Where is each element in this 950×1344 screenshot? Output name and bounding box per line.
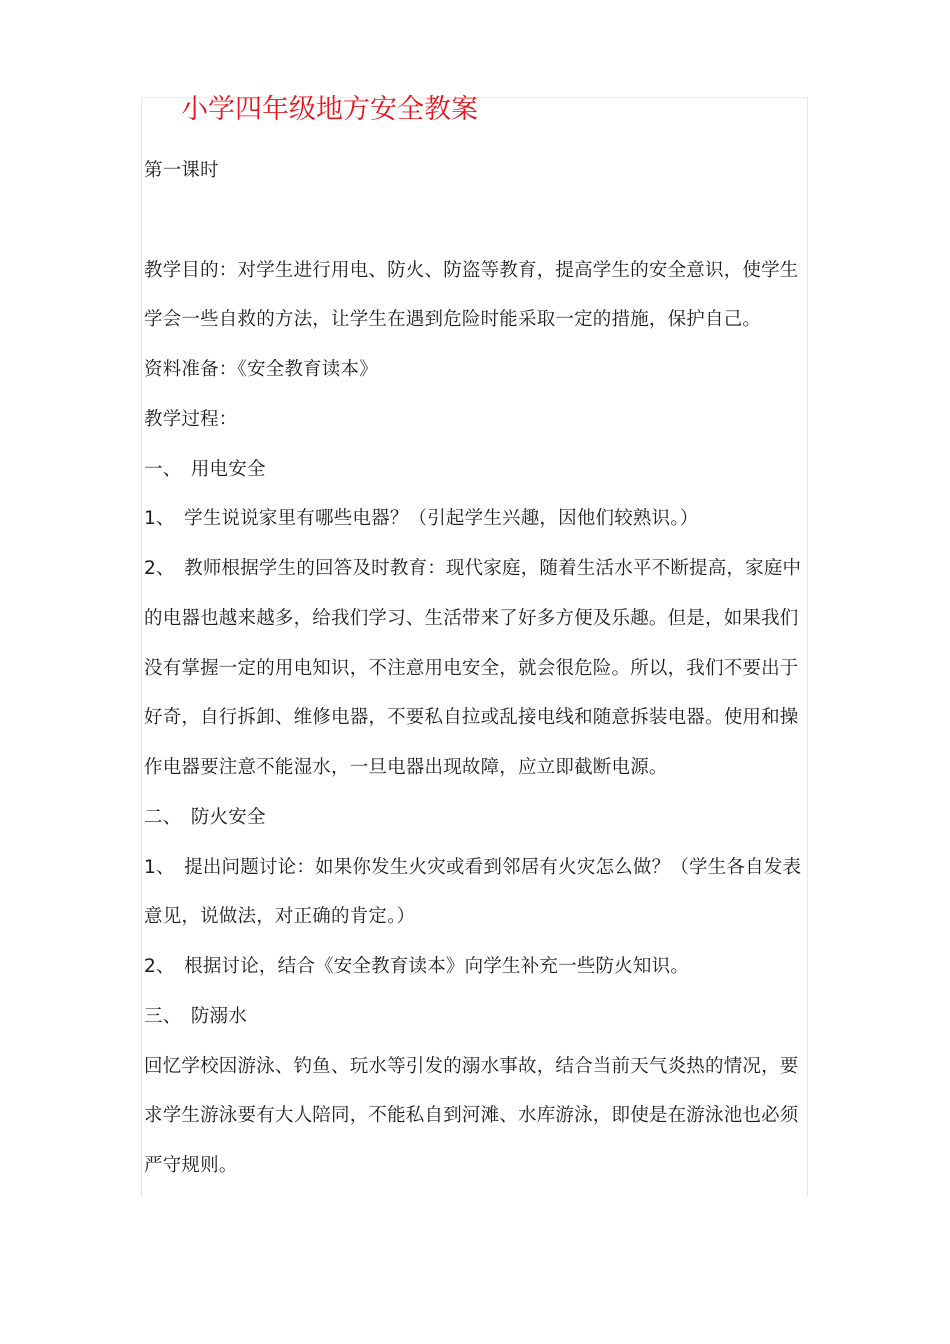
paragraph-line: 好奇，自行拆卸、维修电器，不要私自拉或乱接电线和随意拆装电器。使用和操	[144, 707, 799, 728]
paragraph-line: 作电器要注意不能湿水，一旦电器出现故障，应立即截断电源。	[144, 757, 668, 778]
paragraph-line: 资料准备：《安全教育读本》	[144, 359, 378, 380]
paragraph-line: 2、 教师根据学生的回答及时教育：现代家庭，随着生活水平不断提高，家庭中	[144, 558, 802, 579]
paragraph-line: 2、 根据讨论，结合《安全教育读本》向学生补充一些防火知识。	[144, 956, 690, 977]
section-heading: 二、 防火安全	[144, 807, 266, 828]
paragraph-line: 教学过程：	[144, 409, 238, 430]
paragraph-line: 严守规则。	[144, 1155, 238, 1176]
paragraph-line: 意见，说做法，对正确的肯定。）	[144, 906, 416, 927]
paragraph-line: 教学目的：对学生进行用电、防火、防盗等教育，提高学生的安全意识，使学生	[144, 260, 799, 281]
paragraph-line: 学会一些自救的方法，让学生在遇到危险时能采取一定的措施，保护自己。	[144, 309, 762, 330]
paragraph-line: 回忆学校因游泳、钓鱼、玩水等引发的溺水事故，结合当前天气炎热的情况，要	[144, 1056, 799, 1077]
paragraph-line: 的电器也越来越多，给我们学习、生活带来了好多方便及乐趣。但是，如果我们	[144, 608, 799, 629]
section-heading: 一、 用电安全	[144, 459, 266, 480]
section-heading: 三、 防溺水	[144, 1006, 247, 1027]
lesson-label: 第一课时	[144, 160, 219, 181]
paragraph-line: 没有掌握一定的用电知识，不注意用电安全，就会很危险。所以，我们不要出于	[144, 658, 799, 679]
document-title: 小学四年级地方安全教案	[181, 94, 478, 125]
paragraph-line: 1、 提出问题讨论：如果你发生火灾或看到邻居有火灾怎么做？（学生各自发表	[144, 857, 802, 878]
paragraph-line: 1、 学生说说家里有哪些电器？（引起学生兴趣，因他们较熟识。）	[144, 508, 699, 529]
paragraph-line: 求学生游泳要有大人陪同，不能私自到河滩、水库游泳，即使是在游泳池也必须	[144, 1105, 799, 1126]
